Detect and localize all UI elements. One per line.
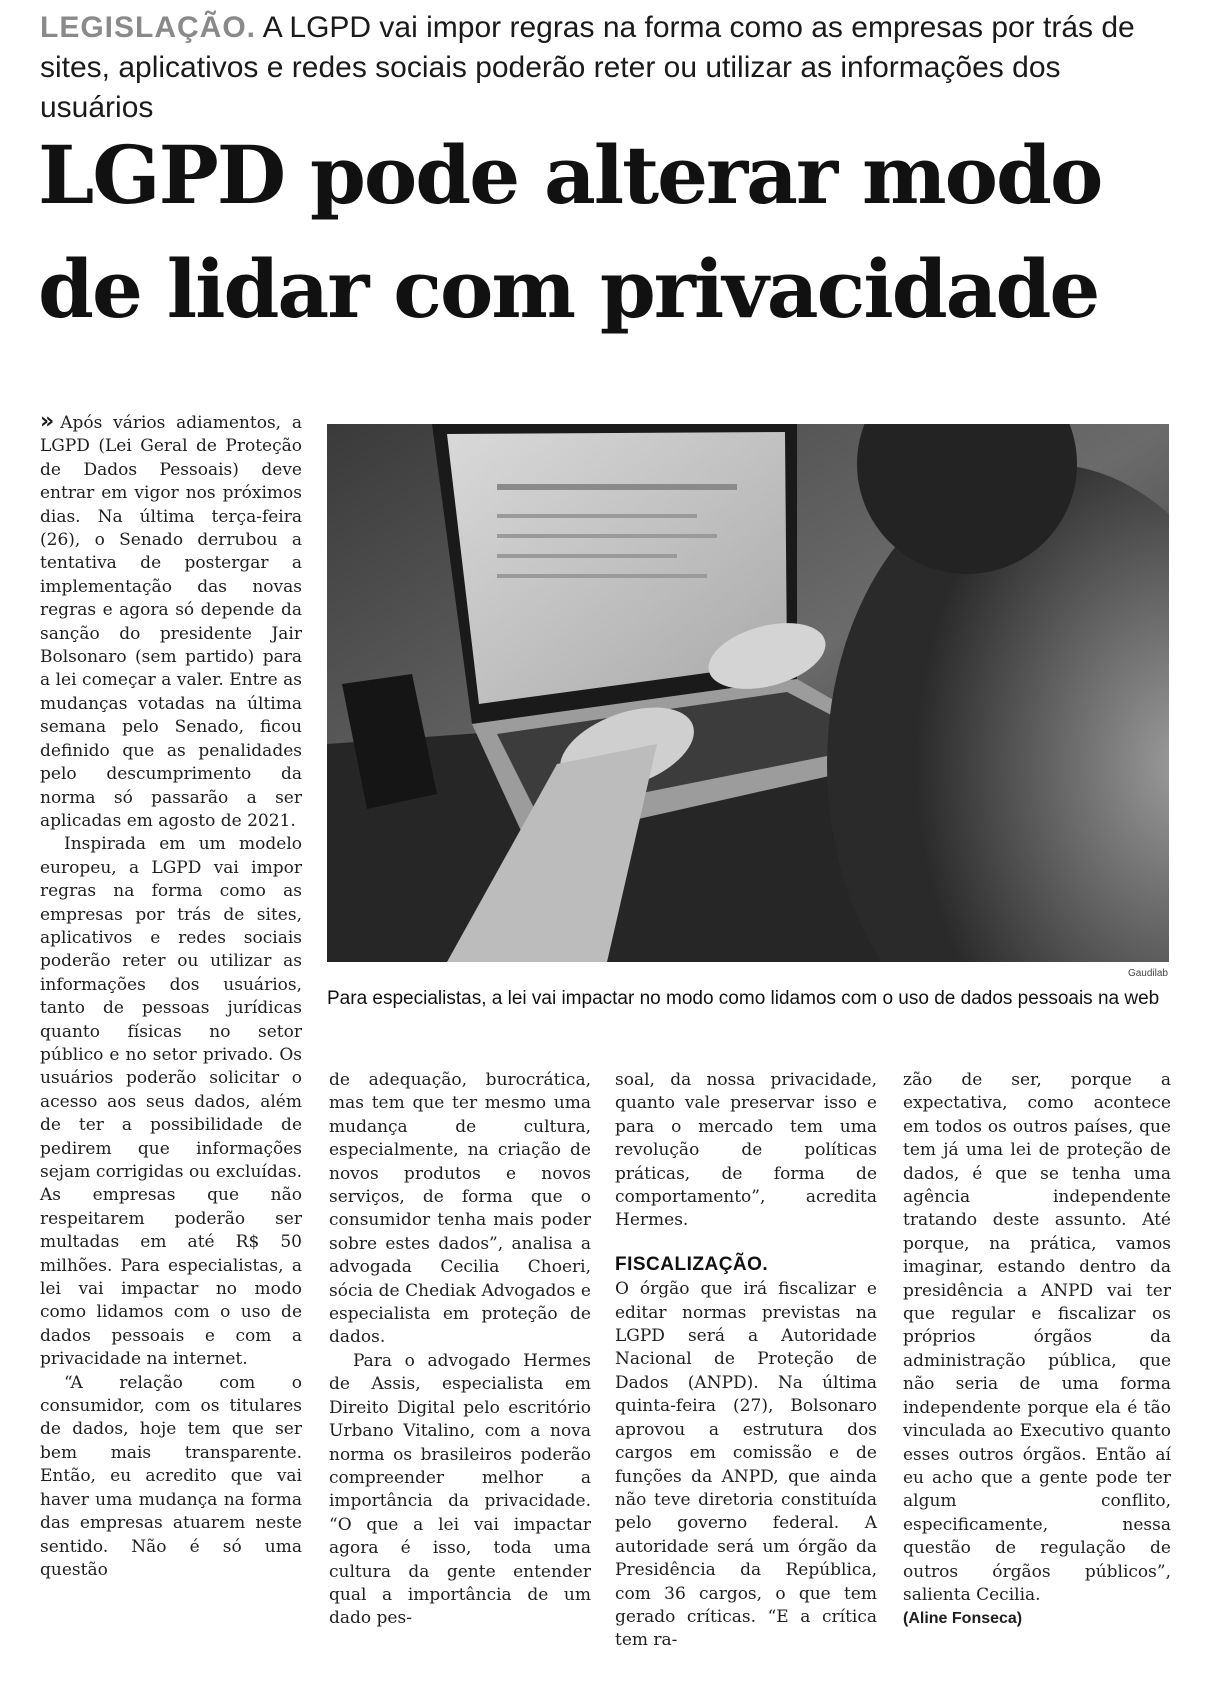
- article-photo: [327, 424, 1169, 962]
- kicker: [40, 8, 1180, 128]
- laptop-photo-illustration: [327, 424, 1169, 962]
- photo-caption: Para especialistas, a lei vai impactar no modo como lidamos com o uso de dados pessoais na web: [327, 988, 1160, 1009]
- paragraph-5a: O órgão que irá fiscalizar e editar normas previstas na LGPD será a Autoridade Nacional de Proteção de Dados (ANPD). Na última quinta-feira (27), Bolsonaro aprovou a estrutura dos cargos em comissão e de funções da ANPD, que ainda não teve diretoria constituída pelo governo federal. A autoridade será um órgão da Presidência da República, com 36 cargos, o que tem gerado críticas. “E a crítica tem ra-: [615, 1279, 877, 1651]
- paragraph-5b: zão de ser, porque a expectativa, como acontece em todos os outros países, que tem já uma lei de proteção de dados, é que se tenha uma agência independente tratando deste assunto. Até porque, na prática, vamos imaginar, estando dentro da presidência a ANPD vai ter que regular e fiscalizar os próprios órgãos da administração pública, que não seria de uma forma independente porque ela é tão vinculada ao Executivo quanto esses outros órgãos. Então aí eu acho que a gente pode ter algum conflito, especificamente, nessa questão de regulação de outros órgãos públicos”, salienta Cecilia.: [903, 1070, 1171, 1605]
- section-subhead: FISCALIZAÇÃO.: [615, 1253, 769, 1275]
- paragraph-4a: Para o advogado Hermes de Assis, especialista em Direito Digital pelo escritório Urbano Vitalino, com a nova norma os brasileiros poderão compreender melhor a importância da privacidade. “O que a lei vai impactar agora é isso, toda uma cultura da gente entender qual a importância de um dado pes-: [329, 1350, 591, 1629]
- headline: LGPD pode alterar modo de lidar com privacidade: [38, 128, 1102, 336]
- paragraph-2: Inspirada em um modelo europeu, a LGPD vai impor regras na forma como as empresas por trás de sites, aplicativos e redes sociais poderão reter ou utilizar as informações dos usuários, tanto de pessoas jurídicas quanto físicas no setor público e no setor privado. Os usuários poderão solicitar o acesso aos seus dados, além de ter a possibilidade de pedirem que informações sejam corrigidas ou excluídas. As empresas que não respeitarem poderão ser multadas em até R$ 50 milhões. Para especialistas, a lei vai impactar no modo como lidamos com o uso de dados pessoais e com a privacidade na internet.: [40, 834, 302, 1370]
- paragraph-3a: “A relação com o consumidor, com os titulares de dados, hoje tem que ser bem mais transparente. Então, eu acredito que vai haver uma mudança na forma das empresas atuarem neste sentido. Não é só uma questão: [40, 1372, 302, 1580]
- kicker-tag: LEGISLAÇÃO.: [40, 11, 257, 44]
- article-column-1: [40, 410, 302, 1582]
- article-column-3: [615, 1069, 877, 1653]
- photo-credit: Gaudilab: [1127, 968, 1168, 979]
- paragraph-3b: de adequação, burocrática, mas tem que ter mesmo uma mudança de cultura, especialmente, na criação de novos produtos e novos serviços, de forma que o consumidor tenha mais poder sobre estes dados”, analisa a advogada Cecilia Choeri, sócia de Chediak Advogados e especialista em proteção de dados.: [329, 1070, 591, 1348]
- article-column-4: [903, 1069, 1171, 1631]
- byline: (Aline Fonseca): [903, 1610, 1023, 1628]
- lead-chevron-icon: »: [40, 409, 55, 434]
- paragraph-4b: soal, da nossa privacidade, quanto vale preservar isso e para o mercado tem uma revolução de políticas práticas, de forma de comportamento”, acredita Hermes.: [615, 1070, 877, 1231]
- lead-paragraph: » Após vários adiamentos, a LGPD (Lei Geral de Proteção de Dados Pessoais) deve entrar em vigor nos próximos dias. Na última terça-feira (26), o Senado derrubou a tentativa de postergar a implementação das novas regras e agora só depende da sanção do presidente Jair Bolsonaro (sem partido) para a lei começar a valer. Entre as mudanças votadas na última semana pelo Senado, ficou definido que as penalidades pelo descumprimento da norma só passarão a ser aplicadas em agosto de 2021.: [40, 409, 302, 831]
- kicker-text: A LGPD vai impor regras na forma como as empresas por trás de sites, aplicativos e redes sociais poderão reter ou utilizar as informações dos usuários: [40, 11, 1135, 124]
- article-column-2: [329, 1069, 591, 1631]
